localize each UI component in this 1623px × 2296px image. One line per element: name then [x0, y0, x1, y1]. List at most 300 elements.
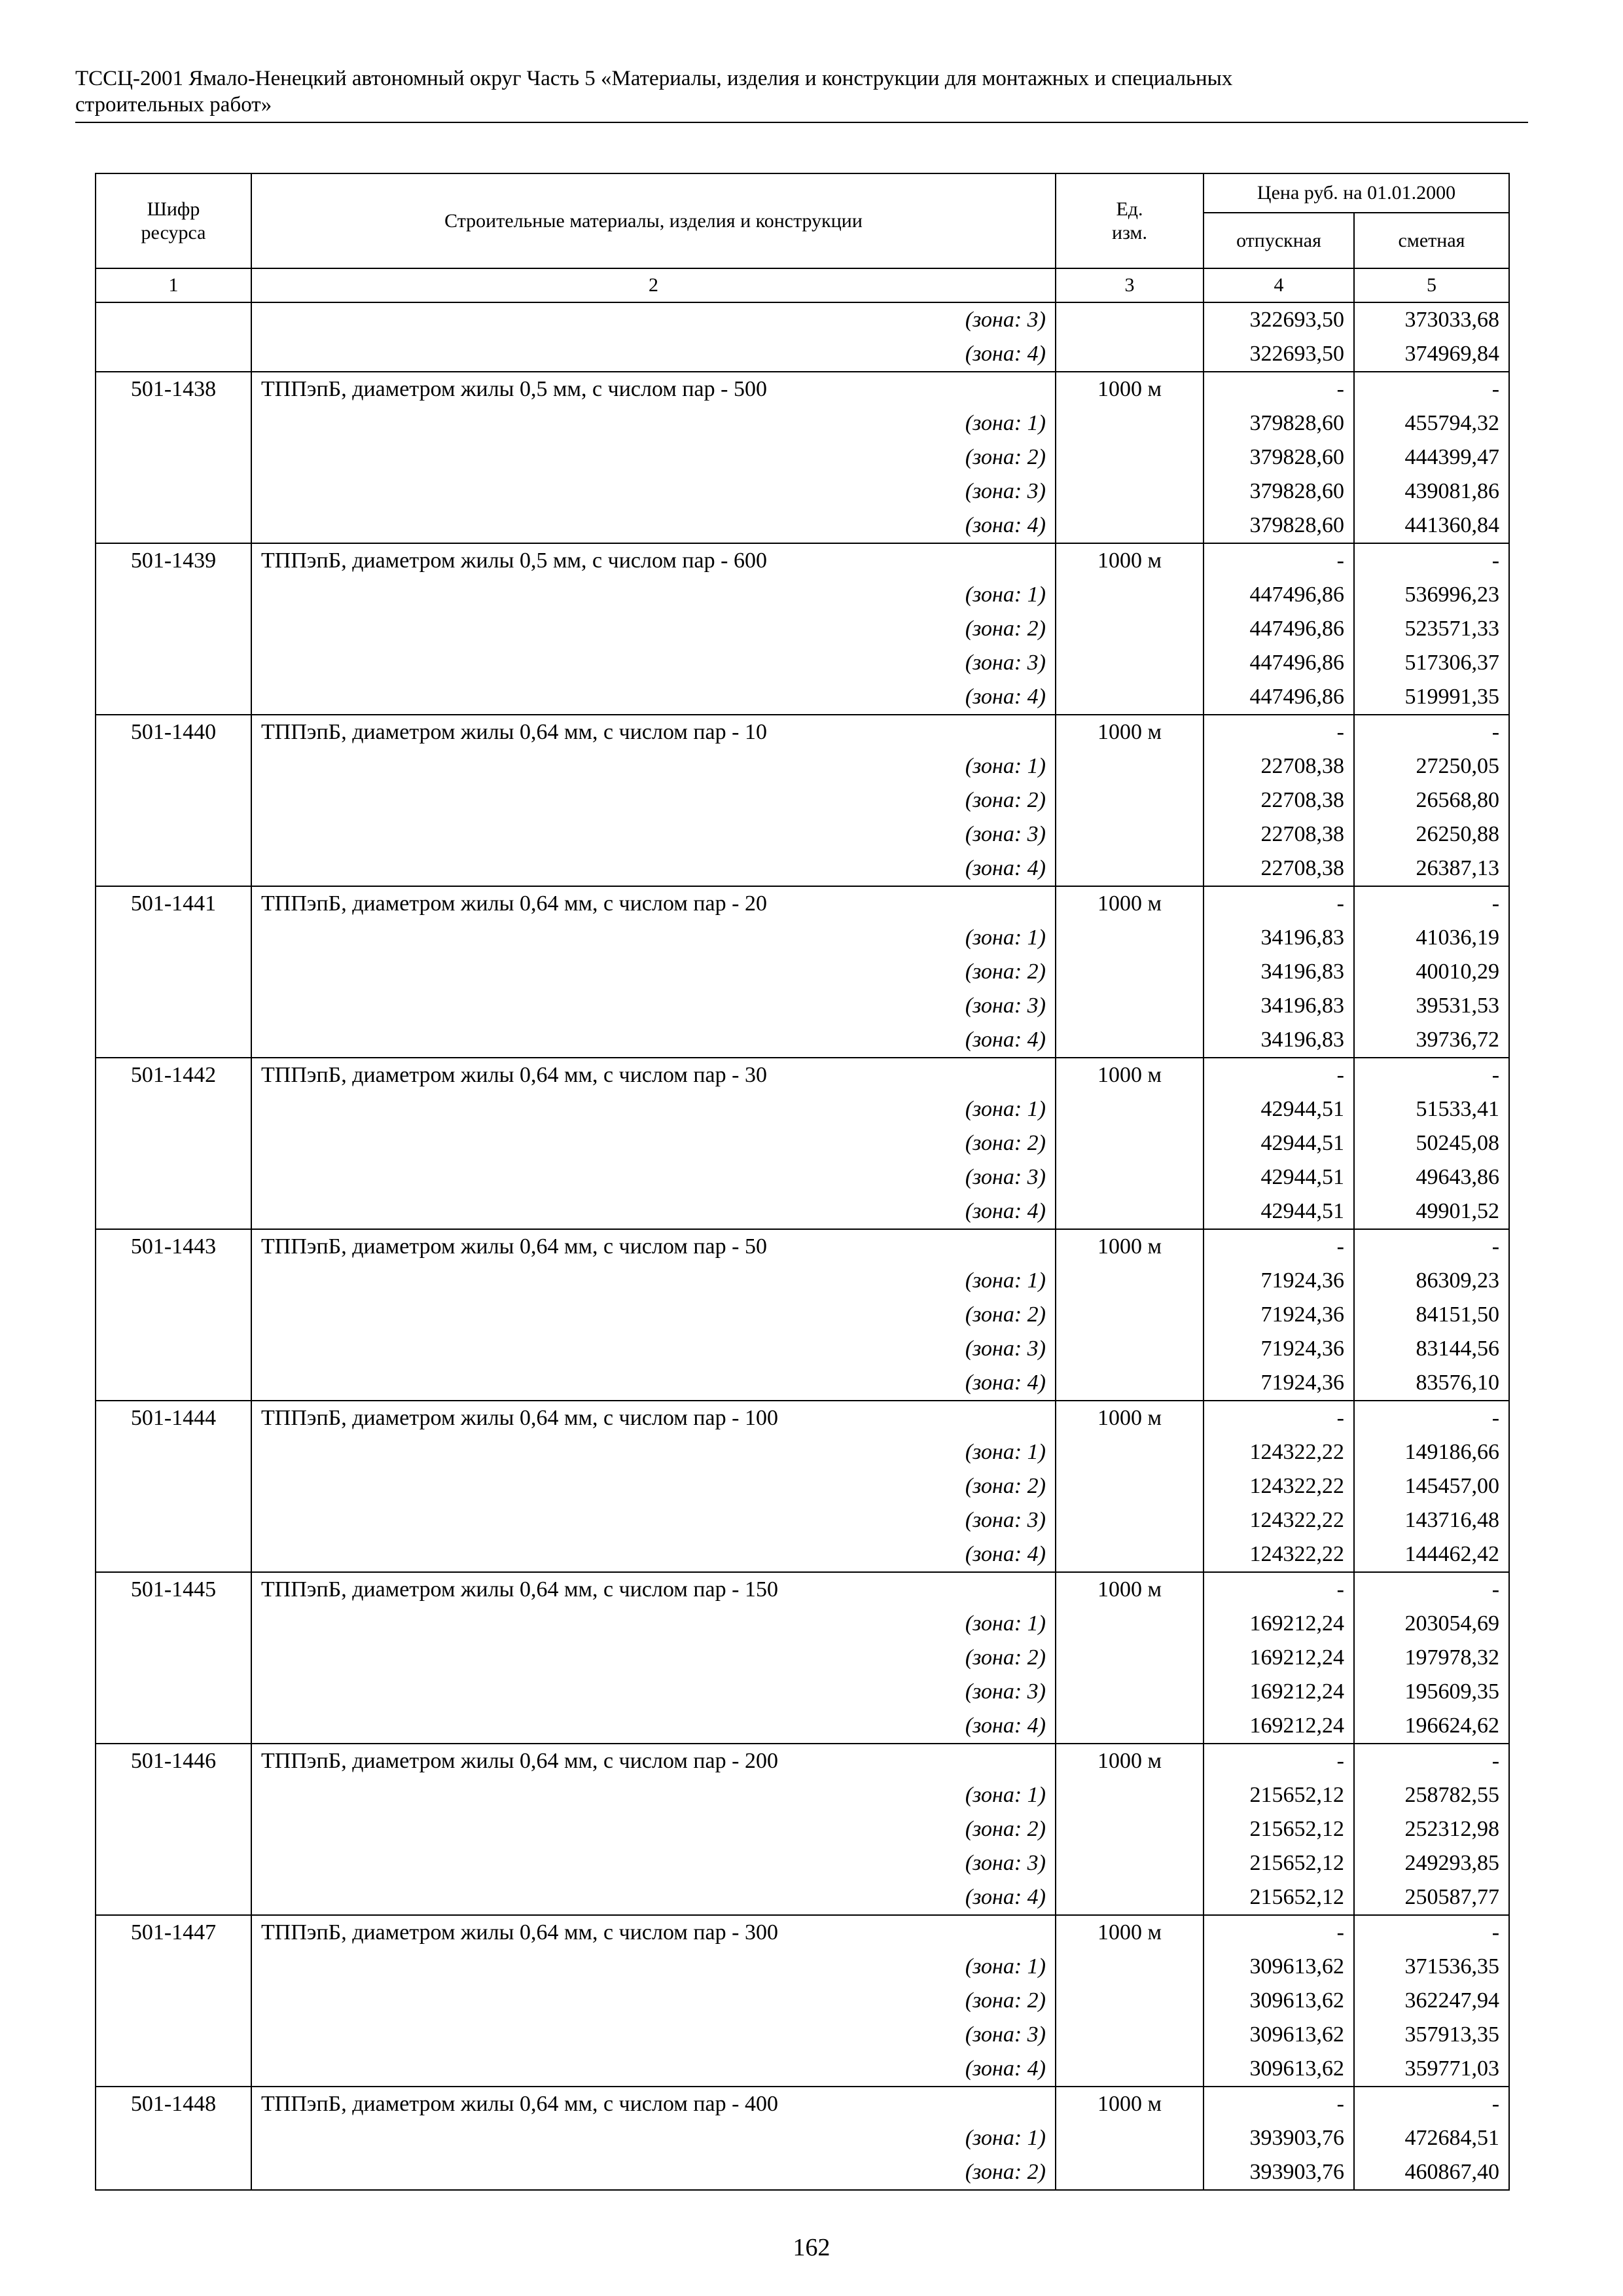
release-price: -	[1204, 543, 1354, 578]
table-row	[96, 886, 1509, 921]
unit: 1000 м	[1056, 1915, 1204, 1950]
unit: 1000 м	[1056, 543, 1204, 578]
unit: 1000 м	[1056, 1229, 1204, 1264]
resource-code	[96, 1332, 251, 1366]
unit	[1056, 1607, 1204, 1641]
release-price: 379828,60	[1204, 475, 1354, 509]
zone-label: (зона: 4)	[251, 1537, 1056, 1572]
unit	[1056, 1435, 1204, 1469]
table-row	[96, 1846, 1509, 1880]
estimate-price: 517306,37	[1354, 646, 1509, 680]
table-row	[96, 1332, 1509, 1366]
release-price: 309613,62	[1204, 1950, 1354, 1984]
zone-label: (зона: 1)	[251, 1950, 1056, 1984]
resource-code: 501-1442	[96, 1058, 251, 1092]
release-price: -	[1204, 1401, 1354, 1435]
unit	[1056, 1092, 1204, 1126]
resource-code	[96, 2121, 251, 2155]
release-price: 22708,38	[1204, 749, 1354, 783]
resource-code	[96, 1435, 251, 1469]
zone-label: (зона: 4)	[251, 1194, 1056, 1229]
material-name: ТППэпБ, диаметром жилы 0,64 мм, с числом пар - 400	[251, 2087, 1056, 2121]
resource-code	[96, 406, 251, 440]
zone-label: (зона: 1)	[251, 1264, 1056, 1298]
zone-label: (зона: 2)	[251, 1812, 1056, 1846]
table-row	[96, 1915, 1509, 1950]
table-row	[96, 1058, 1509, 1092]
resource-code	[96, 817, 251, 852]
estimate-price: 439081,86	[1354, 475, 1509, 509]
release-price: 447496,86	[1204, 680, 1354, 715]
unit	[1056, 1366, 1204, 1401]
estimate-price: 252312,98	[1354, 1812, 1509, 1846]
table-row	[96, 646, 1509, 680]
release-price: 309613,62	[1204, 2018, 1354, 2052]
material-name: ТППэпБ, диаметром жилы 0,64 мм, с числом пар - 10	[251, 715, 1056, 749]
table-row	[96, 2052, 1509, 2087]
unit	[1056, 1332, 1204, 1366]
column-number: 3	[1056, 268, 1204, 302]
estimate-price: -	[1354, 2087, 1509, 2121]
header-line-2: строительных работ»	[75, 93, 272, 117]
table-row	[96, 783, 1509, 817]
resource-code	[96, 2052, 251, 2087]
estimate-price: -	[1354, 543, 1509, 578]
release-price: -	[1204, 1915, 1354, 1950]
resource-code	[96, 783, 251, 817]
unit	[1056, 509, 1204, 543]
estimate-price: 84151,50	[1354, 1298, 1509, 1332]
estimate-price: -	[1354, 715, 1509, 749]
unit: 1000 м	[1056, 372, 1204, 406]
resource-code	[96, 1984, 251, 2018]
estimate-price: 27250,05	[1354, 749, 1509, 783]
resource-code: 501-1447	[96, 1915, 251, 1950]
resource-code	[96, 989, 251, 1023]
table-row	[96, 921, 1509, 955]
zone-label: (зона: 4)	[251, 852, 1056, 886]
resource-code	[96, 2155, 251, 2190]
estimate-price: 86309,23	[1354, 1264, 1509, 1298]
table-row	[96, 1537, 1509, 1572]
release-price: 34196,83	[1204, 989, 1354, 1023]
release-price: 309613,62	[1204, 1984, 1354, 2018]
release-price: 34196,83	[1204, 921, 1354, 955]
unit	[1056, 989, 1204, 1023]
unit	[1056, 749, 1204, 783]
resource-code	[96, 1812, 251, 1846]
zone-label: (зона: 2)	[251, 1984, 1056, 2018]
unit: 1000 м	[1056, 715, 1204, 749]
resource-code	[96, 1778, 251, 1812]
price-table	[95, 173, 1510, 2191]
estimate-price: -	[1354, 886, 1509, 921]
resource-code: 501-1440	[96, 715, 251, 749]
table-row	[96, 337, 1509, 372]
col-header-unit-line2: изм.	[1112, 221, 1147, 243]
resource-code	[96, 1023, 251, 1058]
estimate-price: 26387,13	[1354, 852, 1509, 886]
unit	[1056, 1778, 1204, 1812]
col-header-estimate: сметная	[1354, 213, 1509, 268]
table-row	[96, 2018, 1509, 2052]
resource-code	[96, 1366, 251, 1401]
zone-label: (зона: 1)	[251, 578, 1056, 612]
release-price: 42944,51	[1204, 1126, 1354, 1160]
zone-label: (зона: 3)	[251, 475, 1056, 509]
zone-label: (зона: 4)	[251, 337, 1056, 372]
estimate-price: -	[1354, 372, 1509, 406]
release-price: 22708,38	[1204, 817, 1354, 852]
resource-code	[96, 680, 251, 715]
resource-code	[96, 1641, 251, 1675]
release-price: 309613,62	[1204, 2052, 1354, 2087]
resource-code	[96, 1469, 251, 1503]
zone-label: (зона: 2)	[251, 1641, 1056, 1675]
unit	[1056, 2052, 1204, 2087]
zone-label: (зона: 1)	[251, 1092, 1056, 1126]
estimate-price: 143716,48	[1354, 1503, 1509, 1537]
release-price: -	[1204, 1229, 1354, 1264]
zone-label: (зона: 1)	[251, 1607, 1056, 1641]
table-row	[96, 1744, 1509, 1778]
resource-code	[96, 475, 251, 509]
column-number-row	[96, 268, 1509, 302]
unit	[1056, 921, 1204, 955]
release-price: 379828,60	[1204, 509, 1354, 543]
estimate-price: 536996,23	[1354, 578, 1509, 612]
zone-label: (зона: 3)	[251, 817, 1056, 852]
resource-code	[96, 1503, 251, 1537]
unit	[1056, 1880, 1204, 1915]
release-price: 322693,50	[1204, 302, 1354, 337]
estimate-price: -	[1354, 1915, 1509, 1950]
estimate-price: 203054,69	[1354, 1607, 1509, 1641]
resource-code	[96, 1675, 251, 1709]
release-price: 124322,22	[1204, 1435, 1354, 1469]
release-price: 124322,22	[1204, 1469, 1354, 1503]
release-price: -	[1204, 715, 1354, 749]
table-row	[96, 1812, 1509, 1846]
estimate-price: 26250,88	[1354, 817, 1509, 852]
col-header-unit	[1056, 173, 1204, 268]
table-row	[96, 612, 1509, 646]
table-row	[96, 2121, 1509, 2155]
release-price: 215652,12	[1204, 1778, 1354, 1812]
zone-label: (зона: 2)	[251, 440, 1056, 475]
unit	[1056, 612, 1204, 646]
zone-label: (зона: 3)	[251, 1675, 1056, 1709]
material-name: ТППэпБ, диаметром жилы 0,64 мм, с числом пар - 300	[251, 1915, 1056, 1950]
resource-code: 501-1438	[96, 372, 251, 406]
unit: 1000 м	[1056, 1401, 1204, 1435]
zone-label: (зона: 4)	[251, 1366, 1056, 1401]
resource-code: 501-1443	[96, 1229, 251, 1264]
release-price: 169212,24	[1204, 1641, 1354, 1675]
resource-code	[96, 1092, 251, 1126]
release-price: 22708,38	[1204, 852, 1354, 886]
unit	[1056, 406, 1204, 440]
resource-code	[96, 1126, 251, 1160]
zone-label: (зона: 1)	[251, 1435, 1056, 1469]
unit	[1056, 578, 1204, 612]
table-header	[96, 173, 1509, 302]
zone-label: (зона: 1)	[251, 1778, 1056, 1812]
table-row	[96, 715, 1509, 749]
estimate-price: 83576,10	[1354, 1366, 1509, 1401]
table-row	[96, 1641, 1509, 1675]
estimate-price: 51533,41	[1354, 1092, 1509, 1126]
estimate-price: 374969,84	[1354, 337, 1509, 372]
resource-code	[96, 509, 251, 543]
table-row	[96, 406, 1509, 440]
zone-label: (зона: 1)	[251, 406, 1056, 440]
zone-label: (зона: 2)	[251, 1126, 1056, 1160]
unit: 1000 м	[1056, 1572, 1204, 1607]
release-price: 124322,22	[1204, 1503, 1354, 1537]
release-price: 322693,50	[1204, 337, 1354, 372]
resource-code	[96, 1880, 251, 1915]
unit: 1000 м	[1056, 1744, 1204, 1778]
table-row	[96, 852, 1509, 886]
resource-code	[96, 1709, 251, 1744]
resource-code	[96, 612, 251, 646]
estimate-price: 149186,66	[1354, 1435, 1509, 1469]
release-price: 379828,60	[1204, 406, 1354, 440]
estimate-price: -	[1354, 1744, 1509, 1778]
estimate-price: 39531,53	[1354, 989, 1509, 1023]
resource-code	[96, 1950, 251, 1984]
resource-code	[96, 1607, 251, 1641]
page-header	[75, 65, 1528, 118]
estimate-price: 441360,84	[1354, 509, 1509, 543]
release-price: -	[1204, 372, 1354, 406]
table-row	[96, 1401, 1509, 1435]
resource-code	[96, 1160, 251, 1194]
estimate-price: 83144,56	[1354, 1332, 1509, 1366]
table-row	[96, 1229, 1509, 1264]
unit	[1056, 1160, 1204, 1194]
release-price: 71924,36	[1204, 1366, 1354, 1401]
resource-code	[96, 2018, 251, 2052]
release-price: 379828,60	[1204, 440, 1354, 475]
resource-code: 501-1441	[96, 886, 251, 921]
estimate-price: 196624,62	[1354, 1709, 1509, 1744]
estimate-price: 357913,35	[1354, 2018, 1509, 2052]
table-row	[96, 1984, 1509, 2018]
unit	[1056, 2155, 1204, 2190]
estimate-price: 359771,03	[1354, 2052, 1509, 2087]
table-row	[96, 1503, 1509, 1537]
unit	[1056, 1812, 1204, 1846]
release-price: 215652,12	[1204, 1846, 1354, 1880]
release-price: 169212,24	[1204, 1675, 1354, 1709]
zone-label: (зона: 3)	[251, 1160, 1056, 1194]
release-price: 447496,86	[1204, 578, 1354, 612]
estimate-price: 519991,35	[1354, 680, 1509, 715]
table-row	[96, 1092, 1509, 1126]
resource-code	[96, 852, 251, 886]
zone-label: (зона: 2)	[251, 955, 1056, 989]
table-row	[96, 1160, 1509, 1194]
zone-label: (зона: 3)	[251, 302, 1056, 337]
unit	[1056, 1984, 1204, 2018]
table-row	[96, 475, 1509, 509]
table-body	[96, 302, 1509, 2190]
estimate-price: 39736,72	[1354, 1023, 1509, 1058]
unit	[1056, 783, 1204, 817]
estimate-price: -	[1354, 1229, 1509, 1264]
table-row	[96, 1607, 1509, 1641]
zone-label: (зона: 3)	[251, 989, 1056, 1023]
table-row	[96, 680, 1509, 715]
zone-label: (зона: 2)	[251, 783, 1056, 817]
zone-label: (зона: 3)	[251, 646, 1056, 680]
table-row	[96, 1572, 1509, 1607]
col-header-name: Строительные материалы, изделия и конструкции	[251, 173, 1056, 268]
resource-code	[96, 578, 251, 612]
unit	[1056, 1503, 1204, 1537]
estimate-price: 472684,51	[1354, 2121, 1509, 2155]
unit	[1056, 1298, 1204, 1332]
unit	[1056, 440, 1204, 475]
table-row	[96, 543, 1509, 578]
resource-code	[96, 1264, 251, 1298]
release-price: 42944,51	[1204, 1160, 1354, 1194]
estimate-price: 26568,80	[1354, 783, 1509, 817]
release-price: 42944,51	[1204, 1194, 1354, 1229]
resource-code	[96, 337, 251, 372]
table-row	[96, 1194, 1509, 1229]
unit	[1056, 1641, 1204, 1675]
release-price: -	[1204, 2087, 1354, 2121]
estimate-price: 249293,85	[1354, 1846, 1509, 1880]
material-name: ТППэпБ, диаметром жилы 0,64 мм, с числом пар - 200	[251, 1744, 1056, 1778]
zone-label: (зона: 2)	[251, 1298, 1056, 1332]
header-rule	[75, 122, 1528, 123]
zone-label: (зона: 3)	[251, 1503, 1056, 1537]
unit	[1056, 852, 1204, 886]
zone-label: (зона: 4)	[251, 680, 1056, 715]
table-row	[96, 1778, 1509, 1812]
resource-code	[96, 302, 251, 337]
release-price: 169212,24	[1204, 1709, 1354, 1744]
release-price: -	[1204, 1572, 1354, 1607]
column-number: 4	[1204, 268, 1354, 302]
table-row	[96, 1023, 1509, 1058]
zone-label: (зона: 1)	[251, 2121, 1056, 2155]
col-header-code	[96, 173, 251, 268]
estimate-price: 455794,32	[1354, 406, 1509, 440]
resource-code	[96, 646, 251, 680]
material-name: ТППэпБ, диаметром жилы 0,5 мм, с числом пар - 600	[251, 543, 1056, 578]
unit	[1056, 817, 1204, 852]
unit	[1056, 646, 1204, 680]
zone-label: (зона: 3)	[251, 1846, 1056, 1880]
estimate-price: 362247,94	[1354, 1984, 1509, 2018]
table-row	[96, 1264, 1509, 1298]
resource-code	[96, 1537, 251, 1572]
table-row	[96, 1298, 1509, 1332]
unit	[1056, 1264, 1204, 1298]
release-price: 34196,83	[1204, 955, 1354, 989]
table-row	[96, 1469, 1509, 1503]
estimate-price: 373033,68	[1354, 302, 1509, 337]
release-price: -	[1204, 1744, 1354, 1778]
page-number: 162	[793, 2234, 830, 2261]
table-row	[96, 440, 1509, 475]
table-row	[96, 955, 1509, 989]
estimate-price: 371536,35	[1354, 1950, 1509, 1984]
release-price: 42944,51	[1204, 1092, 1354, 1126]
release-price: 393903,76	[1204, 2155, 1354, 2190]
unit	[1056, 1537, 1204, 1572]
col-header-code-line1: Шифр	[147, 198, 200, 220]
header-line-1: ТССЦ-2001 Ямало-Ненецкий автономный округ Часть 5 «Материалы, изделия и конструкции для монтажных и специальных	[75, 67, 1233, 90]
zone-label: (зона: 4)	[251, 2052, 1056, 2087]
table-row	[96, 817, 1509, 852]
unit	[1056, 2018, 1204, 2052]
resource-code	[96, 921, 251, 955]
zone-label: (зона: 2)	[251, 1469, 1056, 1503]
table-row	[96, 372, 1509, 406]
estimate-price: -	[1354, 1058, 1509, 1092]
unit	[1056, 337, 1204, 372]
table-row	[96, 2155, 1509, 2190]
estimate-price: 523571,33	[1354, 612, 1509, 646]
resource-code	[96, 955, 251, 989]
release-price: 71924,36	[1204, 1298, 1354, 1332]
release-price: 393903,76	[1204, 2121, 1354, 2155]
release-price: 71924,36	[1204, 1332, 1354, 1366]
resource-code: 501-1439	[96, 543, 251, 578]
material-name: ТППэпБ, диаметром жилы 0,64 мм, с числом пар - 30	[251, 1058, 1056, 1092]
table-row	[96, 1709, 1509, 1744]
release-price: 124322,22	[1204, 1537, 1354, 1572]
estimate-price: 41036,19	[1354, 921, 1509, 955]
resource-code: 501-1448	[96, 2087, 251, 2121]
table-row	[96, 989, 1509, 1023]
material-name: ТППэпБ, диаметром жилы 0,64 мм, с числом пар - 150	[251, 1572, 1056, 1607]
column-number: 2	[251, 268, 1056, 302]
zone-label: (зона: 4)	[251, 1880, 1056, 1915]
unit	[1056, 1469, 1204, 1503]
col-header-code-line2: ресурса	[141, 221, 206, 243]
estimate-price: 144462,42	[1354, 1537, 1509, 1572]
resource-code	[96, 440, 251, 475]
zone-label: (зона: 2)	[251, 612, 1056, 646]
release-price: 34196,83	[1204, 1023, 1354, 1058]
unit	[1056, 1709, 1204, 1744]
unit	[1056, 1950, 1204, 1984]
zone-label: (зона: 4)	[251, 509, 1056, 543]
unit	[1056, 302, 1204, 337]
table-row	[96, 1126, 1509, 1160]
unit	[1056, 1675, 1204, 1709]
material-name: ТППэпБ, диаметром жилы 0,64 мм, с числом пар - 20	[251, 886, 1056, 921]
zone-label: (зона: 2)	[251, 2155, 1056, 2190]
unit	[1056, 475, 1204, 509]
estimate-price: 195609,35	[1354, 1675, 1509, 1709]
unit	[1056, 1126, 1204, 1160]
estimate-price: -	[1354, 1572, 1509, 1607]
unit	[1056, 1023, 1204, 1058]
estimate-price: 49901,52	[1354, 1194, 1509, 1229]
release-price: 169212,24	[1204, 1607, 1354, 1641]
estimate-price: 444399,47	[1354, 440, 1509, 475]
estimate-price: 145457,00	[1354, 1469, 1509, 1503]
material-name: ТППэпБ, диаметром жилы 0,64 мм, с числом пар - 100	[251, 1401, 1056, 1435]
